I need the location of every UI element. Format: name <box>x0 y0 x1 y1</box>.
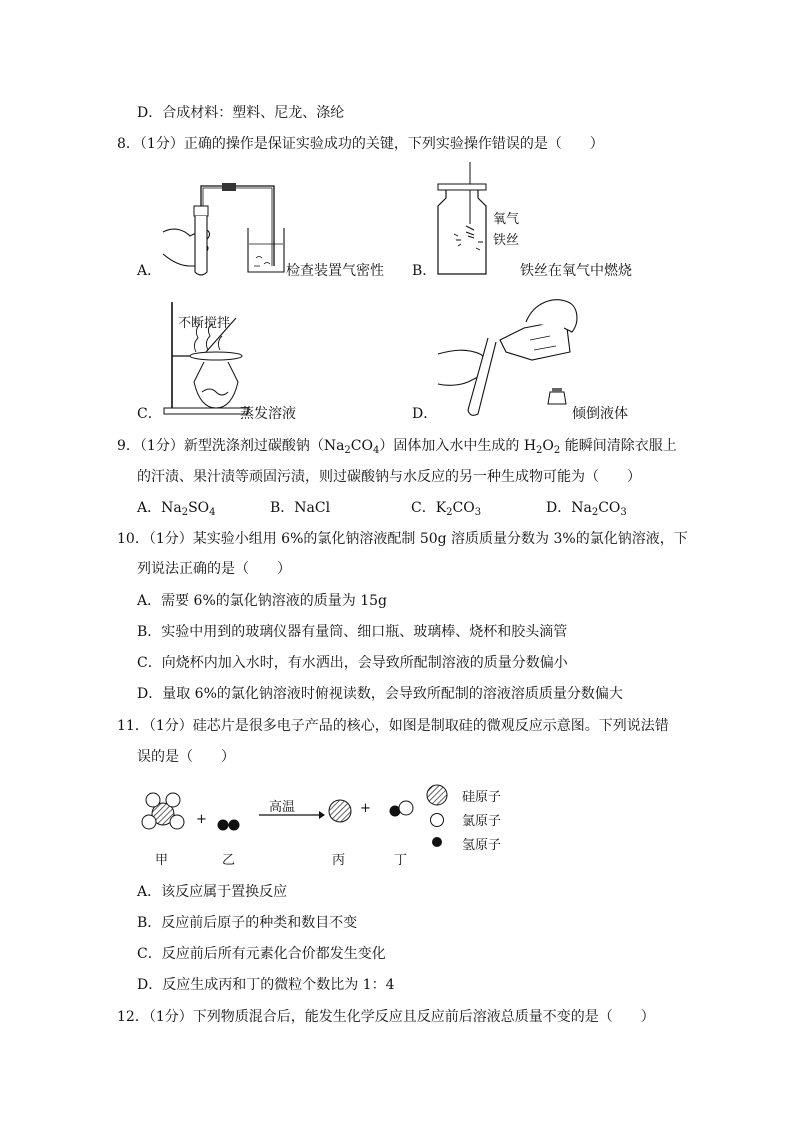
q11-stem-line2: 误的是（ ） <box>137 749 235 765</box>
q10-option-a: A．需要 6%的氯化钠溶液的质量为 15g <box>137 593 387 609</box>
q12-stem: 12．（1分）下列物质混合后，能发生化学反应且反应前后溶液总质量不变的是（ ） <box>117 1009 655 1025</box>
q9-option-a: A．$Na_2SO_4$ <box>137 500 216 518</box>
reactant-jia-molecule <box>142 793 184 829</box>
legend-chlorine: 氯原子 <box>462 814 502 829</box>
legend-silicon: 硅原子 <box>462 790 502 805</box>
q8-stem: 8．（1分）正确的操作是保证实验成功的关键，下列实验操作错误的是（ ） <box>117 136 604 152</box>
reaction-plus-2: + <box>360 801 371 816</box>
label-jia: 甲 <box>155 853 169 868</box>
reaction-plus-1: + <box>196 812 207 827</box>
label-bing: 丙 <box>332 853 346 868</box>
q8-d-caption: 倾倒液体 <box>572 406 628 422</box>
q8-b-oxygen-label: 氧气 <box>493 212 520 227</box>
q11-option-d: D．反应生成丙和丁的微粒个数比为 1：4 <box>137 977 395 993</box>
product-bing-molecule <box>329 800 351 822</box>
q8-c-caption: 蒸发溶液 <box>240 406 296 422</box>
q11-option-b: B．反应前后原子的种类和数目不变 <box>137 915 358 931</box>
label-yi: 乙 <box>222 853 236 868</box>
iron-burning-illustration <box>432 160 492 280</box>
q10-stem-line1: 10．（1分）某实验小组用 6%的氯化钠溶液配制 50g 溶质质量分数为 3%的氯化钠溶液，下 <box>117 531 688 547</box>
q11-option-a: A．该反应属于置换反应 <box>137 884 288 900</box>
q8-a-letter: A． <box>137 263 162 279</box>
q8-d-letter: D． <box>412 406 438 422</box>
q8-b-caption: 铁丝在氧气中燃烧 <box>520 263 632 279</box>
airtightness-check-illustration <box>160 180 290 280</box>
q11-option-c: C．反应前后所有元素化合价都发生变化 <box>137 946 386 962</box>
q9-stem-line1: 9．（1分）新型洗涤剂过碳酸钠$(Na_2CO_4)$固体加入水中生成的 $H_2O_2$ 能瞬间清除衣服上 <box>117 438 677 456</box>
q10-option-c: C．向烧杯内加入水时，有水洒出，会导致所配制溶液的质量分数偏小 <box>137 655 568 671</box>
q9-option-b: B．NaCl <box>270 500 331 516</box>
label-ding: 丁 <box>394 853 408 868</box>
q8-a-caption: 检查装置气密性 <box>286 263 384 279</box>
q9-option-c: C．$K_2CO_3$ <box>411 500 482 518</box>
q9-stem-line2: 的汗渍、果汁渍等顽固污渍，则过碳酸钠与水反应的另一种生成物可能为（ ） <box>137 469 641 485</box>
q7-option-d: D．合成材料：塑料、尼龙、涤纶 <box>137 105 345 121</box>
q11-stem-line1: 11．（1分）硅芯片是很多电子产品的核心，如图是制取硅的微观反应示意图。下列说法错 <box>117 718 669 734</box>
reactant-yi-molecule <box>218 820 240 831</box>
q8-c-letter: C． <box>137 406 162 422</box>
reaction-condition: 高温 <box>269 800 296 815</box>
q8-b-letter: B． <box>412 263 437 279</box>
q10-option-b: B．实验中用到的玻璃仪器有量筒、细口瓶、玻璃棒、烧杯和胶头滴管 <box>137 624 568 640</box>
pouring-liquid-illustration <box>434 292 584 422</box>
q8-c-stir-label: 不断搅拌 <box>178 316 231 331</box>
q8-b-wire-label: 铁丝 <box>493 233 520 248</box>
q10-option-d: D．量取 6%的氯化钠溶液时俯视读数，会导致所配制的溶液溶质质量分数偏大 <box>137 686 623 702</box>
legend-hydrogen: 氢原子 <box>462 838 502 853</box>
product-ding-molecule <box>390 801 414 817</box>
q10-stem-line2: 列说法正确的是（ ） <box>137 561 291 577</box>
q9-option-d: D．$Na_2CO_3$ <box>546 500 627 518</box>
